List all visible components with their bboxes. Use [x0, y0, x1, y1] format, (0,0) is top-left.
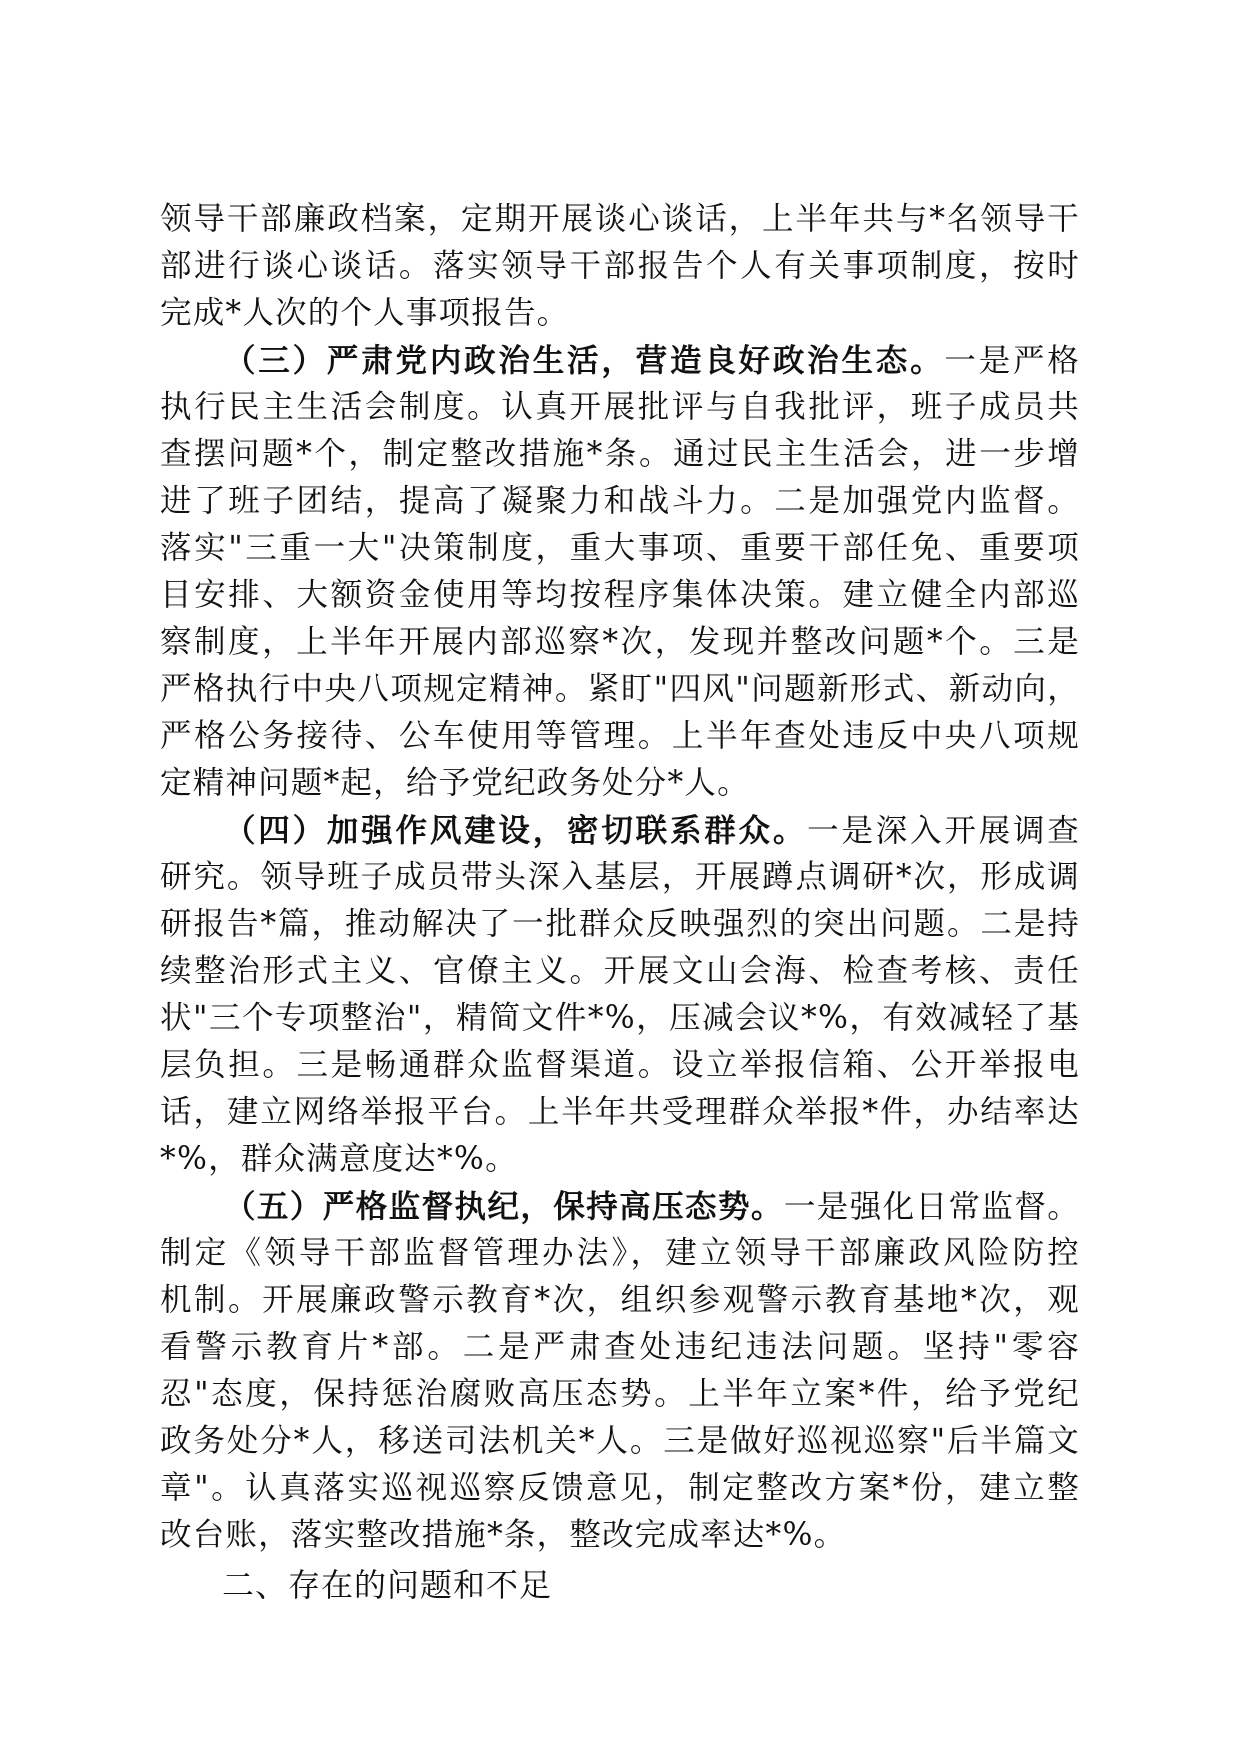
text-run: 一是深入开展调查: [807, 813, 1080, 849]
text-line: [160, 1183, 1080, 1230]
text-line: 话，建立网络举报平台。上半年共受理群众举报*件，办结率达: [160, 1094, 1080, 1130]
text-line: 领导干部廉政档案，定期开展谈心谈话，上半年共与*名领导干: [160, 201, 1080, 237]
text-line: 查摆问题*个，制定整改措施*条。通过民主生活会，进一步增: [160, 436, 1080, 472]
text-run: 一是严格: [944, 343, 1081, 379]
paragraph: [160, 337, 1080, 807]
text-line: 落实"三重一大"决策制度，重大事项、重要干部任免、重要项: [160, 530, 1080, 566]
text-line: 进了班子团结，提高了凝聚力和战斗力。二是加强党内监督。: [160, 483, 1080, 519]
paragraph-heading: （五）严格监督执纪，保持高压态势。: [224, 1188, 784, 1225]
text-line: 定精神问题*起，给予党纪政务处分*人。: [160, 765, 750, 801]
document-page: [160, 196, 1080, 1609]
text-line: 续整治形式主义、官僚主义。开展文山会海、检查考核、责任: [160, 953, 1080, 989]
text-line: 章"。认真落实巡视巡察反馈意见，制定整改方案*份，建立整: [160, 1470, 1080, 1506]
text-line: 制定《领导干部监督管理办法》，建立领导干部廉政风险防控: [160, 1235, 1080, 1271]
text-line: 研报告*篇，推动解决了一批群众反映强烈的突出问题。二是持: [160, 906, 1080, 942]
text-line: 看警示教育片*部。二是严肃查处违纪违法问题。坚持"零容: [160, 1329, 1080, 1365]
paragraph-heading: （四）加强作风建设，密切联系群众。: [224, 812, 808, 849]
text-line: 完成*人次的个人事项报告。: [160, 295, 570, 331]
text-line: 严格执行中央八项规定精神。紧盯"四风"问题新形式、新动向，: [160, 671, 1080, 707]
paragraph-heading: （三）严肃党内政治生活，营造良好政治生态。: [224, 342, 945, 379]
text-line: 状"三个专项整治"，精简文件*%，压减会议*%，有效减轻了基: [160, 1000, 1080, 1036]
text-line: [160, 337, 1080, 384]
paragraph: [160, 1183, 1080, 1559]
text-line: 研究。领导班子成员带头深入基层，开展蹲点调研*次，形成调: [160, 859, 1080, 895]
section-heading: 二、存在的问题和不足: [222, 1566, 553, 1604]
text-line: 严格公务接待、公车使用等管理。上半年查处违反中央八项规: [160, 718, 1080, 754]
text-line: *%，群众满意度达*%。: [160, 1141, 518, 1177]
text-line: 部进行谈心谈话。落实领导干部报告个人有关事项制度，按时: [160, 248, 1080, 284]
text-run: 一是强化日常监督。: [783, 1189, 1080, 1225]
text-line: 执行民主生活会制度。认真开展批评与自我批评，班子成员共: [160, 389, 1080, 425]
text-line: 忍"态度，保持惩治腐败高压态势。上半年立案*件，给予党纪: [160, 1376, 1080, 1412]
text-line: 层负担。三是畅通群众监督渠道。设立举报信箱、公开举报电: [160, 1047, 1080, 1083]
text-line: 政务处分*人，移送司法机关*人。三是做好巡视巡察"后半篇文: [160, 1423, 1080, 1459]
text-line: 目安排、大额资金使用等均按程序集体决策。建立健全内部巡: [160, 577, 1080, 613]
text-line: 察制度，上半年开展内部巡察*次，发现并整改问题*个。三是: [160, 624, 1080, 660]
paragraph: [160, 196, 1080, 337]
text-line: 改台账，落实整改措施*条，整改完成率达*%。: [160, 1517, 847, 1553]
text-line: [160, 807, 1080, 854]
paragraph: [160, 807, 1080, 1183]
text-line: 机制。开展廉政警示教育*次，组织参观警示教育基地*次，观: [160, 1282, 1080, 1318]
